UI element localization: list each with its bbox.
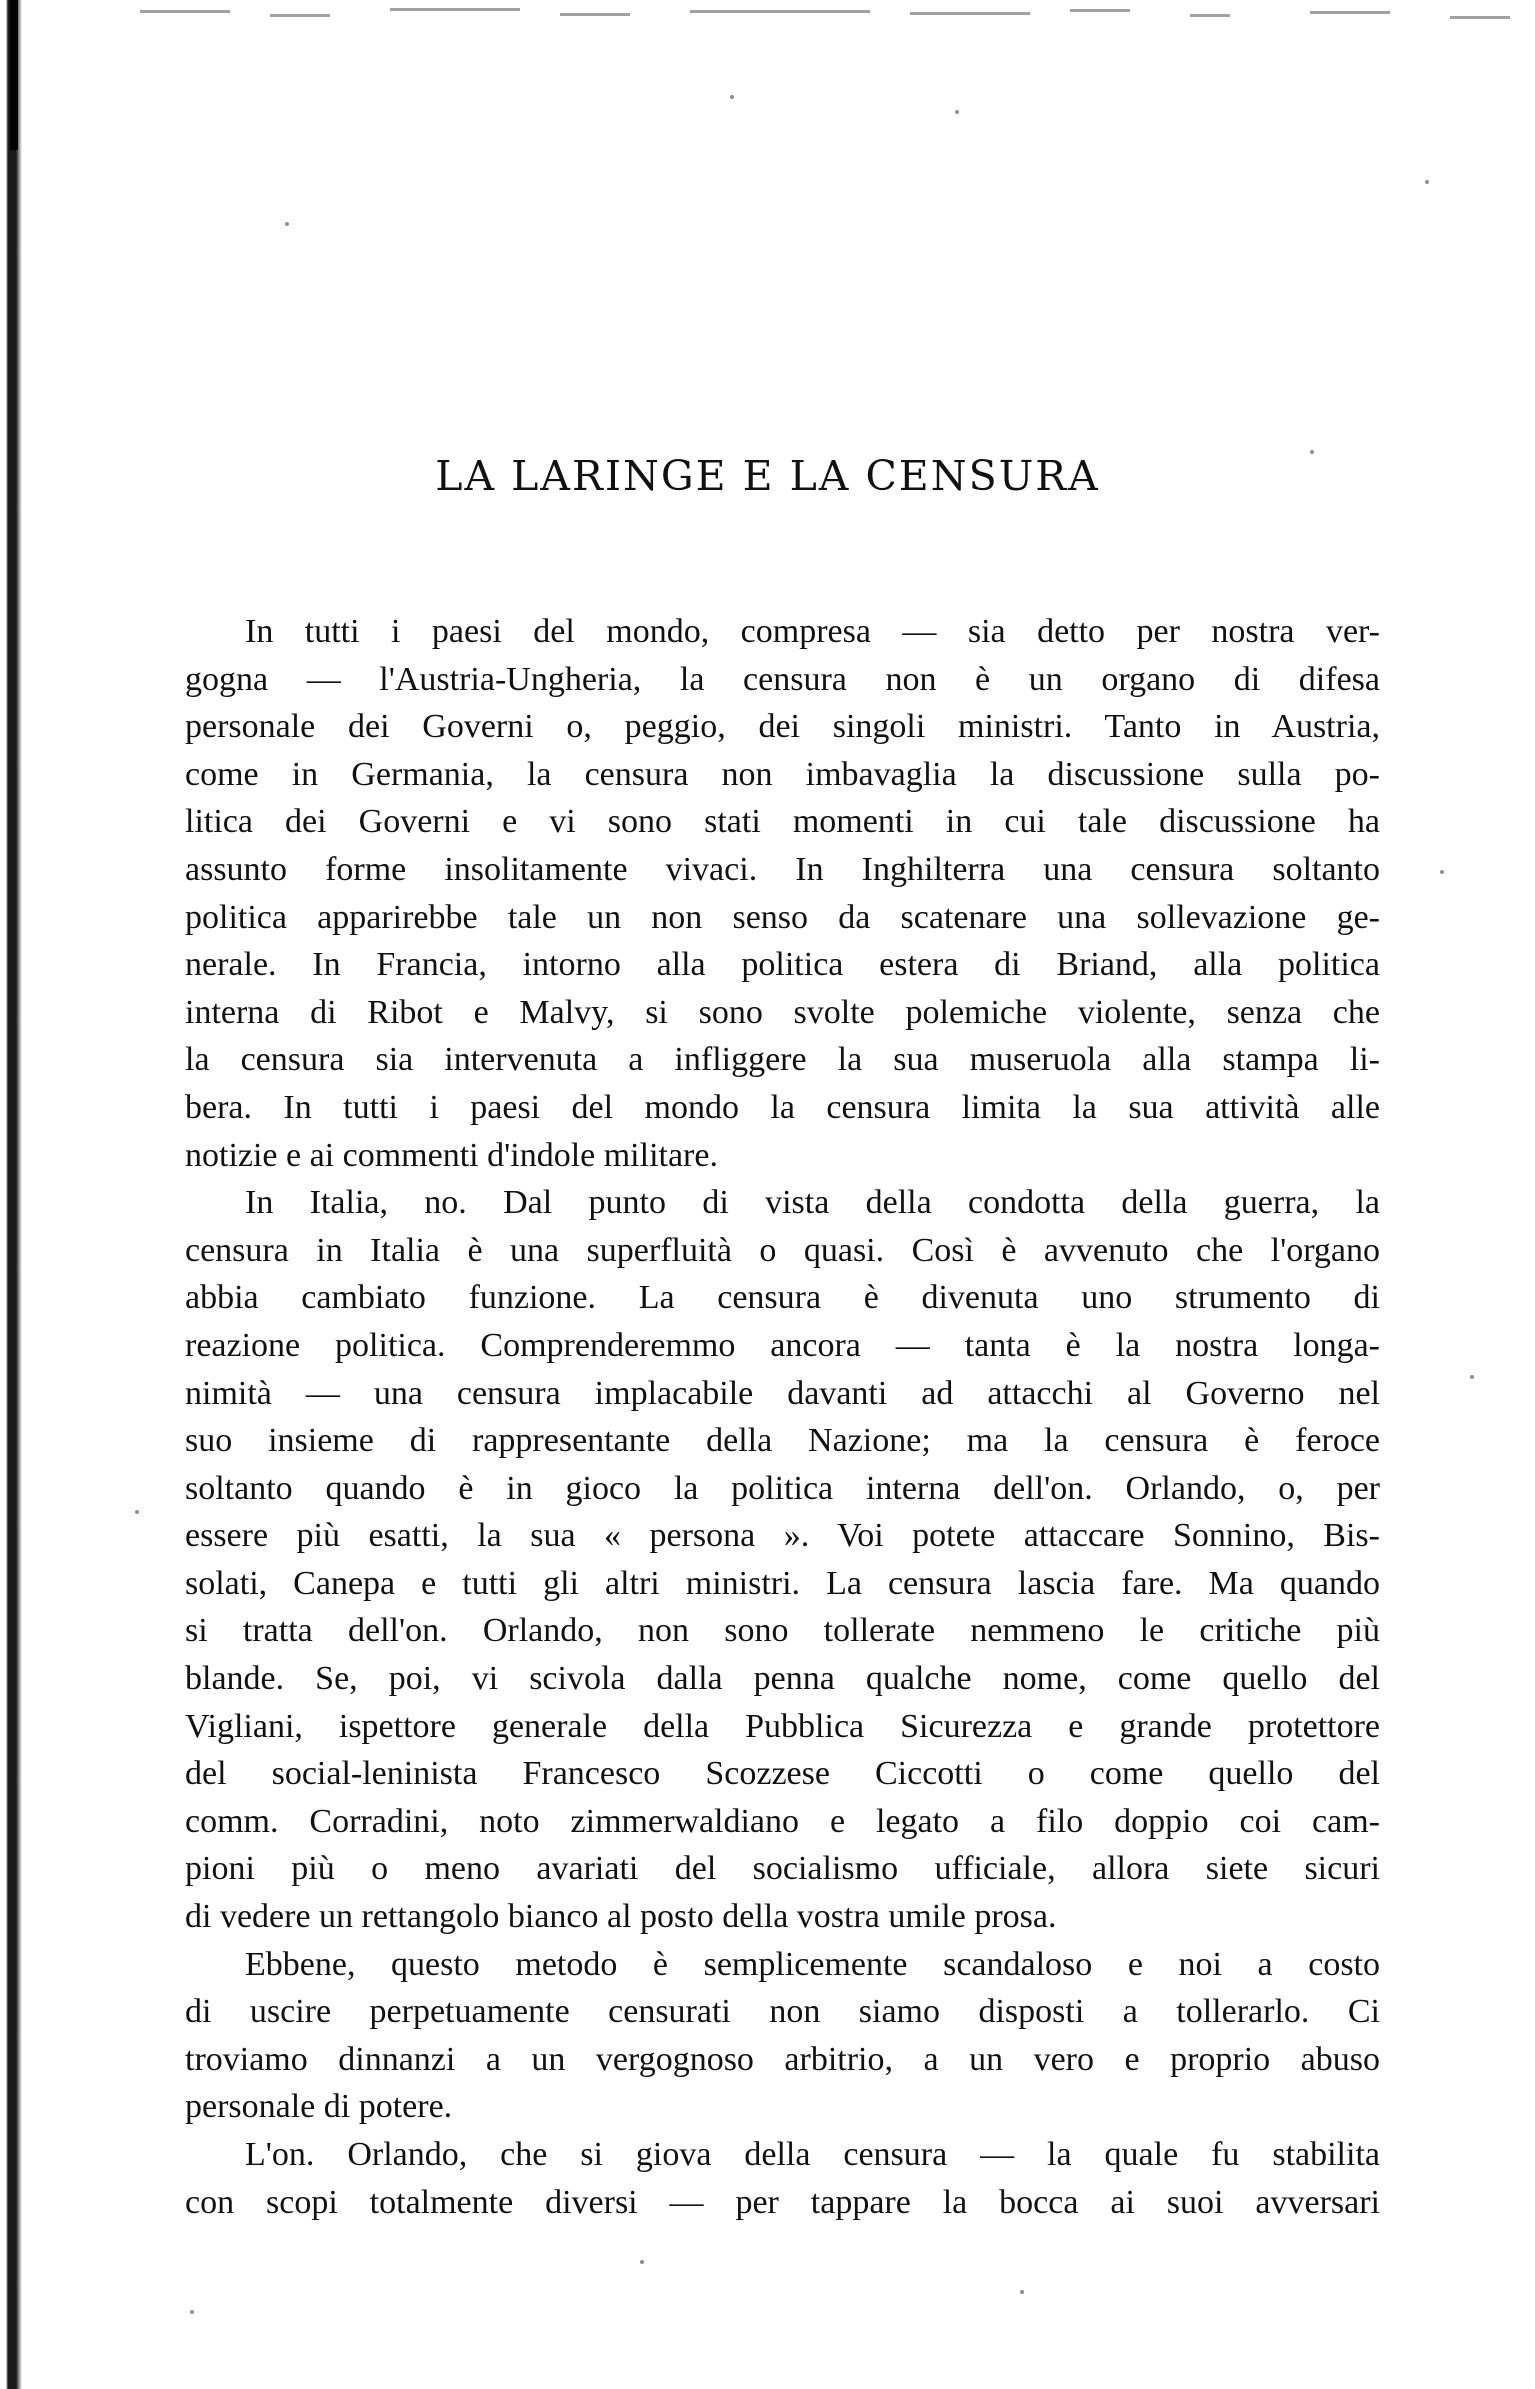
text-line: assunto forme insolitamente vivaci. In Inghilterra una censura soltanto [185,850,1380,888]
text-line: di vedere un rettangolo bianco al posto della vostra umile prosa. [185,1898,1057,1936]
text-line: suo insieme di rappresentante della Nazione; ma la censura è feroce [185,1422,1380,1460]
text-line: solati, Canepa e tutti gli altri ministri. La censura lascia fare. Ma quando [185,1564,1380,1602]
scan-speck [1470,1375,1474,1379]
scan-speck [285,222,289,226]
text-line: nimità — una censura implacabile davanti ad attacchi al Governo nel [185,1374,1380,1412]
page-binding-edge [0,0,22,2389]
text-line: la censura sia intervenuta a infliggere la sua museruola alla stampa li- [185,1041,1380,1079]
text-line: litica dei Governi e vi sono stati momenti in cui tale discussione ha [185,803,1380,841]
scan-speck [955,110,959,114]
text-line: L'on. Orlando, che si giova della censura — la quale fu stabilita [245,2136,1380,2173]
text-line: soltanto quando è in gioco la politica interna dell'on. Orlando, o, per [185,1469,1380,1507]
scan-speck [1425,180,1429,184]
text-line: comm. Corradini, noto zimmerwaldiano e legato a filo doppio coi cam- [185,1802,1380,1840]
text-line: censura in Italia è una superfluità o quasi. Così è avvenuto che l'organo [185,1231,1380,1269]
article-body [185,608,1380,2226]
scan-speck [1440,870,1444,874]
scan-noise-top [130,4,1530,44]
text-line: si tratta dell'on. Orlando, non sono tollerate nemmeno le critiche più [185,1612,1380,1650]
text-line: Ebbene, questo metodo è semplicemente scandaloso e noi a costo [245,1945,1380,1983]
text-line: gogna — l'Austria-Ungheria, la censura non è un organo di difesa [185,660,1380,698]
text-line: del social-leninista Francesco Scozzese Ciccotti o come quello del [185,1755,1380,1793]
text-line: interna di Ribot e Malvy, si sono svolte polemiche violente, senza che [185,993,1380,1031]
text-line: con scopi totalmente diversi — per tappare la bocca ai suoi avversari [185,2183,1380,2221]
text-line: personale dei Governi o, peggio, dei singoli ministri. Tanto in Austria, [185,708,1380,746]
scan-speck [1020,2290,1024,2294]
text-line: essere più esatti, la sua « persona ». Voi potete attaccare Sonnino, Bis- [185,1517,1380,1555]
text-line: troviamo dinnanzi a un vergognoso arbitrio, a un vero e proprio abuso [185,2040,1380,2078]
text-line: personale di potere. [185,2088,453,2126]
scan-speck [135,1510,139,1514]
text-line: come in Germania, la censura non imbavaglia la discussione sulla po- [185,755,1380,793]
text-line: pioni più o meno avariati del socialismo ufficiale, allora siete sicuri [185,1850,1380,1888]
text-line: di uscire perpetuamente censurati non siamo disposti a tollerarlo. Ci [185,1993,1380,2031]
text-line: notizie e ai commenti d'indole militare. [185,1136,718,1174]
text-line: nerale. In Francia, intorno alla politica estera di Briand, alla politica [185,946,1380,984]
text-line: reazione politica. Comprenderemmo ancora — tanta è la nostra longa- [185,1326,1380,1364]
text-line: politica apparirebbe tale un non senso da scatenare una sollevazione ge- [185,898,1380,936]
scan-speck [730,95,734,99]
page-title: LA LARINGE E LA CENSURA [435,452,1100,500]
scan-speck [640,2260,644,2264]
text-line: bera. In tutti i paesi del mondo la censura limita la sua attività alle [185,1088,1380,1126]
binding-shadow [10,0,18,150]
scan-speck [190,2310,194,2314]
text-line: In tutti i paesi del mondo, compresa — sia detto per nostra ver- [245,613,1380,650]
text-line: abbia cambiato funzione. La censura è divenuta uno strumento di [185,1279,1380,1317]
text-line: blande. Se, poi, vi scivola dalla penna qualche nome, come quello del [185,1660,1380,1698]
text-line: Vigliani, ispettore generale della Pubblica Sicurezza e grande protettore [185,1707,1380,1745]
text-line: In Italia, no. Dal punto di vista della condotta della guerra, la [245,1184,1380,1222]
